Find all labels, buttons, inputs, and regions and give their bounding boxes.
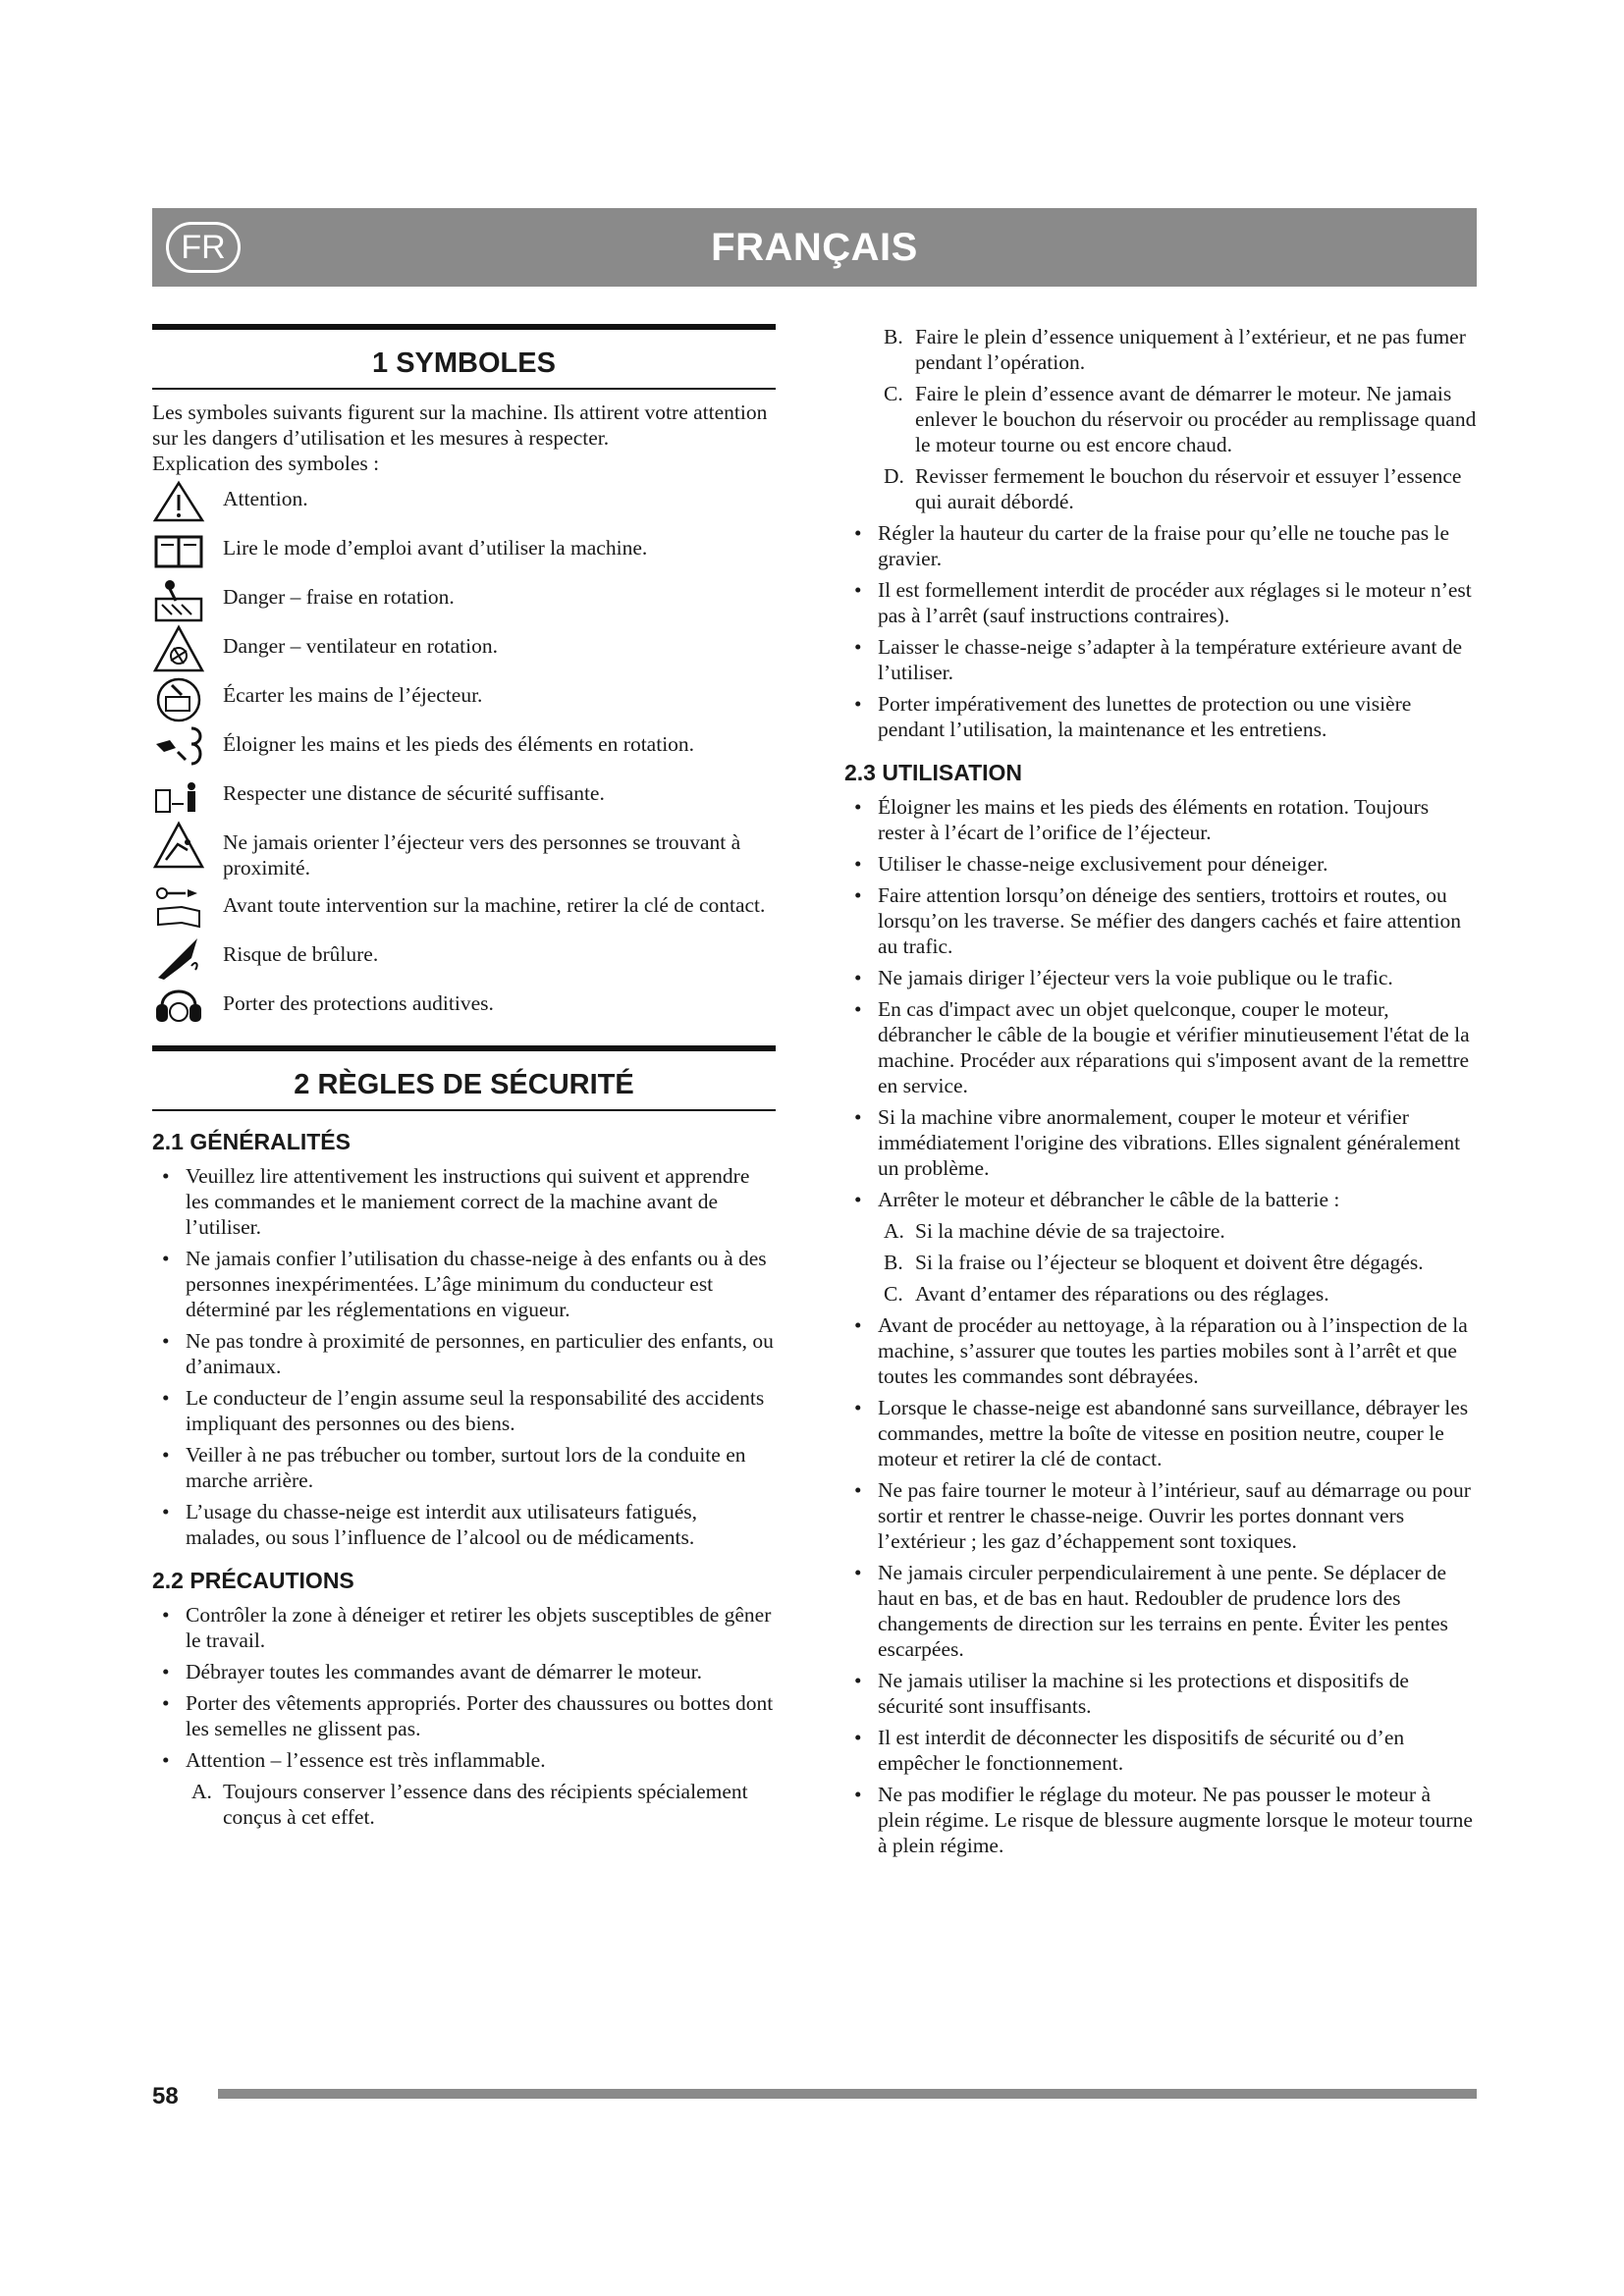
rotating-fan-icon <box>152 627 223 670</box>
sub-list-item <box>844 1218 1478 1244</box>
list-item: • Ne jamais confier l’utilisation du chasse-neige à des enfants ou à des personnes inexpérimentées. L’âge minimum du conducteur est déterminé par les réglementations en vigueur. <box>152 1246 776 1322</box>
list-item: • Lorsque le chasse-neige est abandonné sans surveillance, débrayer les commandes, mettre la boîte de vitesse en position neutre, couper le moteur et retirer la clé de contact. <box>844 1395 1478 1471</box>
subsection-2-3-title: 2.3 UTILISATION <box>844 760 1023 785</box>
symbol-row <box>152 480 776 523</box>
item-letter: A. <box>191 1780 212 1803</box>
list-item: • Laisser le chasse-neige s’adapter à la température extérieure avant de l’utiliser. <box>844 634 1478 685</box>
symbol-row <box>152 935 776 979</box>
symbol-row <box>152 774 776 818</box>
sub-list-item <box>844 324 1478 375</box>
list-item: • Il est interdit de déconnecter les dispositifs de sécurité ou d’en empêcher le fonctionnement. <box>844 1725 1478 1776</box>
list-item: • Il est formellement interdit de procéder aux réglages si le moteur n’est pas à l’arrêt (sauf instructions contraires). <box>844 577 1478 628</box>
sub-list-item <box>844 1281 1478 1307</box>
list-item: • Éloigner les mains et les pieds des éléments en rotation. Toujours rester à l’écart de l’orifice de l’éjecteur. <box>844 794 1478 845</box>
list-item: • Attention – l’essence est très inflammable. <box>152 1747 776 1773</box>
list-item: • Ne pas modifier le réglage du moteur. Ne pas pousser le moteur à plein régime. Le risque de blessure augmente lorsque le moteur tourne à plein régime. <box>844 1782 1478 1858</box>
symbol-text: Lire le mode d’emploi avant d’utiliser la machine. <box>223 536 648 560</box>
symbol-text: Risque de brûlure. <box>223 942 379 966</box>
list-item: • Faire attention lorsqu’on déneige des sentiers, trottoirs et routes, ou lorsqu’on les traverse. Se méfier des dangers cachés et faire attention au trafic. <box>844 882 1478 959</box>
symbol-text: Éloigner les mains et les pieds des éléments en rotation. <box>223 732 695 756</box>
sub-list-item <box>844 1250 1478 1275</box>
section-1-title: 1 SYMBOLES <box>152 324 776 390</box>
symbols-explain: Explication des symboles : <box>152 452 380 475</box>
sub-list-item <box>844 463 1478 514</box>
precautions-list <box>152 1602 776 1773</box>
symbol-text: Avant toute intervention sur la machine, retirer la clé de contact. <box>223 893 766 917</box>
ear-protection-icon <box>152 985 223 1028</box>
list-item: • Veuillez lire attentivement les instructions qui suivent et apprendre les commandes et le maniement correct de la machine avant de l’utiliser. <box>152 1163 776 1240</box>
fuel-sublist-continued <box>844 324 1478 514</box>
symbol-text: Porter des protections auditives. <box>223 991 494 1015</box>
list-item: • Ne jamais circuler perpendiculairement à une pente. Se déplacer de haut en bas, et de bas en haut. Redoubler de prudence lors des changements de direction sur les terrains en pente. Éviter les pentes escarpées. <box>844 1560 1478 1662</box>
symbol-text: Respecter une distance de sécurité suffisante. <box>223 781 605 805</box>
symbol-row <box>152 529 776 572</box>
symbol-row <box>152 578 776 621</box>
remove-key-icon <box>152 886 223 930</box>
sub-list-item <box>152 1779 776 1830</box>
list-item: • Ne pas tondre à proximité de personnes, en particulier des enfants, ou d’animaux. <box>152 1328 776 1379</box>
item-text: Revisser fermement le bouchon du réservoir et essuyer l’essence qui aurait débordé. <box>915 464 1462 513</box>
symbol-text: Écarter les mains de l’éjecteur. <box>223 683 483 707</box>
list-item: • Débrayer toutes les commandes avant de démarrer le moteur. <box>152 1659 776 1684</box>
list-item: • Veiller à ne pas trébucher ou tomber, surtout lors de la conduite en marche arrière. <box>152 1442 776 1493</box>
item-letter: A. <box>884 1219 904 1243</box>
list-item: • Ne jamais diriger l’éjecteur vers la voie publique ou le trafic. <box>844 965 1478 990</box>
item-text: Faire le plein d’essence avant de démarrer le moteur. Ne jamais enlever le bouchon du réservoir ou procéder au remplissage quand le moteur tourne ou est encore chaud. <box>915 382 1477 456</box>
symbols-intro: Les symboles suivants figurent sur la machine. Ils attirent votre attention sur les dangers d’utilisation et les mesures à respecter. <box>152 400 768 450</box>
manual-book-icon <box>152 529 223 572</box>
subsection-2-2-title: 2.2 PRÉCAUTIONS <box>152 1568 354 1593</box>
item-letter: C. <box>884 1282 903 1306</box>
sub-list-item <box>844 381 1478 457</box>
list-item: • Ne jamais utiliser la machine si les protections et dispositifs de sécurité sont insuffisants. <box>844 1668 1478 1719</box>
battery-sublist <box>844 1218 1478 1307</box>
symbol-row <box>152 985 776 1028</box>
symbol-text: Ne jamais orienter l’éjecteur vers des personnes se trouvant à proximité. <box>223 830 741 880</box>
utilisation-list <box>844 794 1478 1212</box>
list-item: • Le conducteur de l’engin assume seul la responsabilité des accidents impliquant des personnes ou des biens. <box>152 1385 776 1436</box>
no-eject-people-icon <box>152 824 223 867</box>
utilisation-list-continued <box>844 1312 1478 1858</box>
left-column <box>152 324 776 1836</box>
list-item: • Ne pas faire tourner le moteur à l’intérieur, sauf au démarrage ou pour sortir et rentrer le chasse-neige. Ouvrir les portes donnant vers l’extérieur ; les gaz d’échappement sont toxiques. <box>844 1477 1478 1554</box>
safe-distance-icon <box>152 774 223 818</box>
fuel-sublist <box>152 1779 776 1830</box>
symbol-text: Attention. <box>223 487 308 510</box>
footer-rule <box>218 2089 1477 2099</box>
list-item: • Porter impérativement des lunettes de protection ou une visière pendant l’utilisation, la maintenance et les entretiens. <box>844 691 1478 742</box>
generalites-list <box>152 1163 776 1550</box>
item-letter: C. <box>884 382 903 405</box>
symbol-list <box>152 480 776 1028</box>
item-text: Si la fraise ou l’éjecteur se bloquent et doivent être dégagés. <box>915 1251 1424 1274</box>
item-letter: D. <box>884 464 904 488</box>
list-item: • En cas d'impact avec un objet quelconque, couper le moteur, débrancher le câble de la bougie et vérifier minutieusement l'état de la machine. Procéder aux réparations qui s'imposent avant de la remettre en service. <box>844 996 1478 1098</box>
warning-triangle-icon <box>152 480 223 523</box>
list-item: • Avant de procéder au nettoyage, à la réparation ou à l’inspection de la machine, s’assurer que toutes les parties mobiles sont à l’arrêt et que toutes les commandes sont débrayées. <box>844 1312 1478 1389</box>
symbol-row <box>152 725 776 769</box>
chute-hand-icon <box>152 676 223 720</box>
list-item: • Utiliser le chasse-neige exclusivement pour déneiger. <box>844 851 1478 877</box>
page-number: 58 <box>152 2083 179 2109</box>
rotating-auger-icon <box>152 578 223 621</box>
item-text: Avant d’entamer des réparations ou des réglages. <box>915 1282 1329 1306</box>
item-text: Si la machine dévie de sa trajectoire. <box>915 1219 1225 1243</box>
precautions-list-continued <box>844 520 1478 742</box>
language-badge: FR <box>166 222 241 273</box>
list-item: • Régler la hauteur du carter de la fraise pour qu’elle ne touche pas le gravier. <box>844 520 1478 571</box>
list-item: • Si la machine vibre anormalement, couper le moteur et vérifier immédiatement l'origine des vibrations. Elles signalent généralement un problème. <box>844 1104 1478 1181</box>
list-item: • Arrêter le moteur et débrancher le câble de la batterie : <box>844 1187 1478 1212</box>
hands-feet-icon <box>152 725 223 769</box>
item-letter: B. <box>884 1251 903 1274</box>
right-column <box>844 324 1478 1864</box>
symbol-row <box>152 676 776 720</box>
symbol-row <box>152 824 776 881</box>
item-text: Toujours conserver l’essence dans des récipients spécialement conçus à cet effet. <box>223 1780 748 1829</box>
item-text: Faire le plein d’essence uniquement à l’extérieur, et ne pas fumer pendant l’opération. <box>915 325 1466 374</box>
list-item: • Contrôler la zone à déneiger et retirer les objets susceptibles de gêner le travail. <box>152 1602 776 1653</box>
burn-hand-icon <box>152 935 223 979</box>
symbol-text: Danger – ventilateur en rotation. <box>223 634 498 658</box>
language-banner <box>152 208 1477 287</box>
symbol-row <box>152 886 776 930</box>
list-item: • L’usage du chasse-neige est interdit aux utilisateurs fatigués, malades, ou sous l’influence de l’alcool ou de médicaments. <box>152 1499 776 1550</box>
symbol-row <box>152 627 776 670</box>
page-title: FRANÇAIS <box>711 226 918 269</box>
section-2-title: 2 RÈGLES DE SÉCURITÉ <box>152 1045 776 1111</box>
list-item: • Porter des vêtements appropriés. Porter des chaussures ou bottes dont les semelles ne glissent pas. <box>152 1690 776 1741</box>
subsection-2-1-title: 2.1 GÉNÉRALITÉS <box>152 1129 351 1154</box>
symbol-text: Danger – fraise en rotation. <box>223 585 455 609</box>
item-letter: B. <box>884 325 903 348</box>
